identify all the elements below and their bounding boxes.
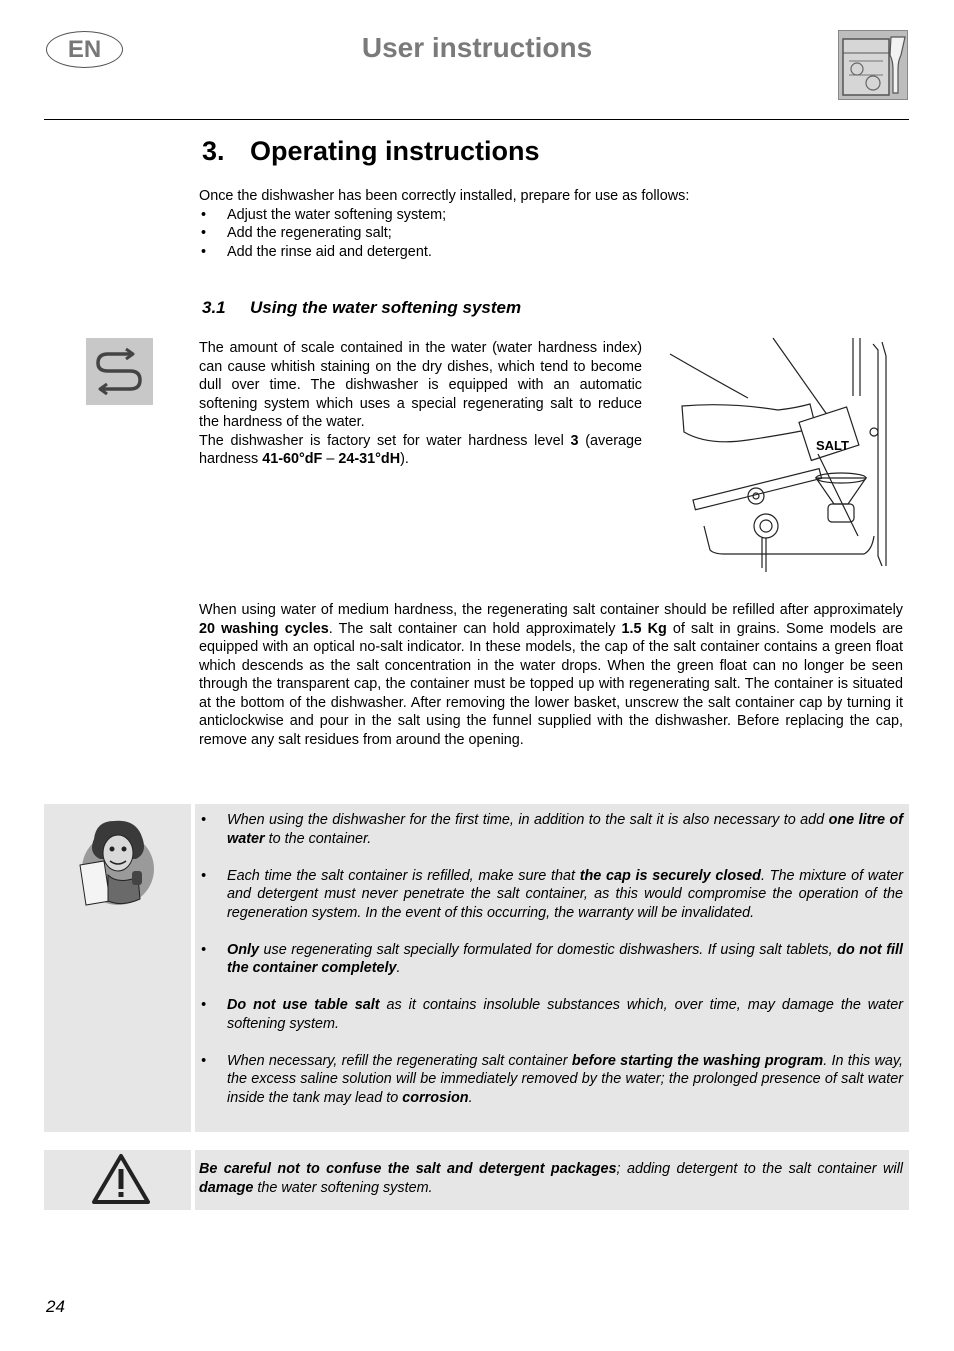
paragraph-text: – [322,451,339,467]
hardness-level: 3 [570,432,579,449]
subsection-number: 3.1 [202,298,226,317]
note-text: to the container. [264,830,372,847]
paragraph-text: The amount of scale contained in the water (water hardness index) can cause whitish staining on the dry dishes, which tend to become dull over time. The dishwasher is equipped with an automatic softening system which uses a special regenerating salt to reduce the hardness of the water. [199,340,642,430]
note-text: When necessary, refill the regenerating salt container [227,1052,572,1069]
subsection-title [202,298,521,318]
salt-label: SALT [816,438,849,453]
note-text: as it contains insoluble substances which, over time, may damage the water softening system. [227,997,903,1032]
list-item [199,1052,903,1108]
notes-list [199,811,903,1107]
list-item: • Adjust the water softening system; [199,206,899,225]
salt-capacity: 1.5 Kg [621,620,667,637]
hardness-dh: 24-31°dH [338,451,401,467]
note-text: . The mixture of water and detergent must never penetrate the salt container, as this would compromise the operation of the regeneration system. In the event of this occurring, the warranty will be invalidated. [227,867,903,921]
header-title: User instructions [361,32,593,63]
paragraph-text: The dishwasher is factory set for water hardness level [199,432,571,449]
paragraph-text: (average hardness [199,432,643,467]
dishwasher-icon [838,30,908,100]
paragraph-text: When using water of medium hardness, the regenerating salt container should be refilled after approximately [199,602,903,618]
note-text: . [468,1089,473,1106]
list-item [199,811,903,848]
note-emphasis: before starting the washing program [571,1052,824,1069]
washing-cycles: 20 washing cycles [199,620,329,637]
note-text: . [396,960,401,976]
note-text: When using the dishwasher for the first time, in addition to the salt it is also necessary to add [227,812,829,828]
paragraph-text: ). [400,451,409,467]
water-softener-icon [86,338,153,405]
section-title-text: Operating instructions [250,136,540,166]
warning-text [199,1160,903,1197]
salt-refill-paragraph [199,601,903,749]
list-item: • Add the regenerating salt; [199,224,899,243]
paragraph-text: of salt in grains. Some models are equipped with an optical no-salt indicator. In these models, the cap of the salt container contains a green float which descends as the salt concentration in the water drops. When the green float can no longer be seen through the transparent cap, the container must be topped up with regenerating salt. The container is situated at the bottom of the dishwasher. After removing the lower basket, unscrew the salt container cap by turning it anticlockwise and pour in the salt using the funnel supplied with the dishwasher. Before replacing the cap, remove any salt residues from around the opening. [199,620,904,748]
mascot-illustration [78,815,158,910]
list-item: • Add the rinse aid and detergent. [199,243,899,262]
paragraph-text: . The salt container can hold approximately [328,620,622,637]
section-number: 3. [202,136,225,166]
notes-list-block [199,811,903,1126]
note-emphasis: Do not use table salt [227,997,380,1013]
note-emphasis: do not fill the container completely [227,941,903,976]
warning-icon [90,1152,152,1206]
language-badge: EN [46,31,123,68]
note-emphasis: corrosion [402,1089,469,1106]
subsection-title-text: Using the water softening system [250,298,522,317]
list-item [199,996,903,1033]
setup-steps-list [199,206,899,262]
intro-text: Once the dishwasher has been correctly installed, prepare for use as follows: [199,188,690,204]
note-emphasis: the cap is securely closed [579,867,761,884]
page-number: 24 [46,1297,65,1316]
note-text: use regenerating salt specially formulated for domestic dishwashers. If using salt tablets, [259,941,838,958]
list-item [199,867,903,923]
note-text: . In this way, the excess saline solution will be immediately removed by the water; the prolonged presence of salt water inside the tank may lead to [227,1052,903,1106]
warning-emphasis: Be careful not to confuse the salt and detergent packages [199,1161,617,1177]
warning-emphasis: damage [199,1179,254,1196]
hardness-df: 41-60°dF [262,451,323,467]
softener-paragraph [199,339,642,469]
intro-block [199,187,899,261]
note-emphasis: Only [227,941,259,958]
note-text: Each time the salt container is refilled, make sure that [227,867,580,884]
warning-text-part: ; adding detergent to the salt container will [616,1161,903,1177]
salt-refill-illustration [668,336,890,576]
header-divider [44,119,909,120]
list-item [199,941,903,978]
warning-text-part: the water softening system. [253,1179,433,1196]
note-emphasis: one litre of water [227,812,903,847]
section-title [202,136,540,167]
